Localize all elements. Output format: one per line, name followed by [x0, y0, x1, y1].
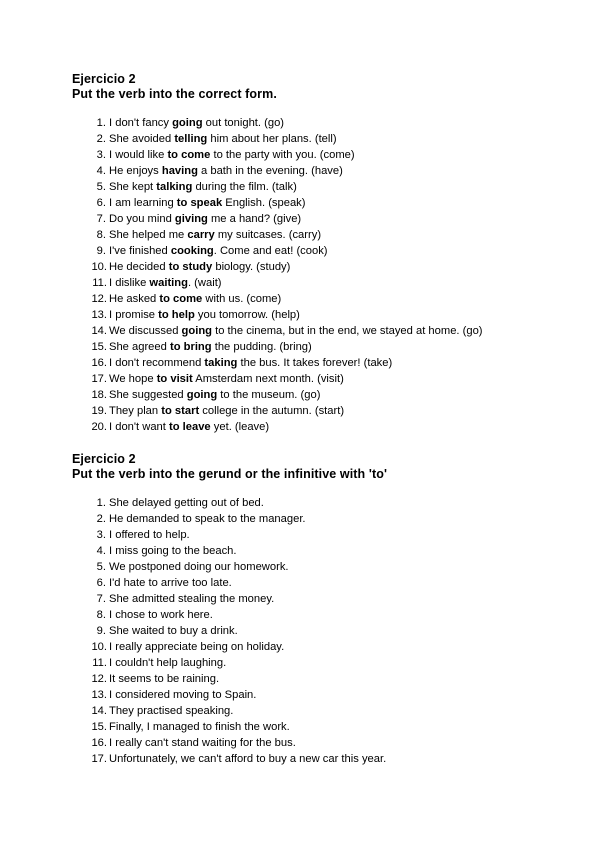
item-number: 4.: [96, 545, 106, 557]
item-text: He demanded to speak to the manager.: [109, 513, 306, 525]
item-answer: cooking: [170, 245, 214, 257]
item-answer: going: [181, 325, 212, 337]
item-text: I miss going to the beach.: [109, 545, 237, 557]
item-text-after: yet. (leave): [210, 421, 270, 433]
item-number: 9.: [96, 245, 106, 257]
item-answer: taking: [204, 357, 238, 369]
item-number: 11.: [92, 277, 107, 289]
list-item: [72, 387, 572, 403]
item-text-before: I don't fancy: [109, 117, 173, 129]
item-text-after: to the cinema, but in the end, we stayed at home. (go): [212, 325, 483, 337]
exercise-instruction: Put the verb into the gerund or the infinitive with 'to': [72, 467, 388, 481]
list-item: [72, 371, 572, 387]
list-item: [72, 291, 572, 307]
item-number: 3.: [96, 149, 106, 161]
item-text: I offered to help.: [109, 529, 190, 541]
item-text: I really can't stand waiting for the bus.: [109, 737, 296, 749]
list-item: [72, 339, 572, 355]
item-answer: waiting: [149, 277, 188, 289]
item-text-after: English. (speak): [222, 197, 306, 209]
item-number: 14.: [91, 705, 107, 717]
item-text-after: Amsterdam next month. (visit): [192, 373, 344, 385]
item-number: 13.: [91, 309, 107, 321]
list-item: [72, 719, 572, 735]
item-number: 18.: [91, 389, 107, 401]
item-text-before: She suggested: [109, 389, 187, 401]
item-text-after: biology. (study): [212, 261, 291, 273]
item-answer: to start: [161, 405, 200, 417]
item-text: She waited to buy a drink.: [109, 625, 238, 637]
list-item: [72, 403, 572, 419]
item-text-before: She avoided: [109, 133, 175, 145]
item-number: 5.: [96, 561, 106, 573]
item-number: 3.: [96, 529, 106, 541]
list-item: [72, 703, 572, 719]
item-number: 10.: [91, 641, 107, 653]
list-item: [72, 163, 572, 179]
list-item: [72, 671, 572, 687]
list-item: [72, 211, 572, 227]
item-number: 1.: [96, 117, 106, 129]
item-number: 17.: [91, 753, 107, 765]
item-answer: going: [172, 117, 203, 129]
list-item: [72, 275, 572, 291]
exercise-instruction: Put the verb into the correct form.: [72, 87, 277, 101]
item-text: They practised speaking.: [109, 705, 234, 717]
item-number: 4.: [96, 165, 106, 177]
item-text-before: I've finished: [109, 245, 171, 257]
item-answer: going: [186, 389, 218, 401]
list-item: [72, 559, 572, 575]
list-item: [72, 227, 572, 243]
item-text-after: . (wait): [187, 277, 222, 289]
item-answer: to bring: [169, 341, 212, 353]
list-item: [72, 527, 572, 543]
item-text-before: He enjoys: [109, 165, 162, 177]
list-item: [72, 751, 572, 767]
item-number: 5.: [96, 181, 106, 193]
item-answer: having: [161, 165, 198, 177]
list-item: [72, 687, 572, 703]
item-text-after: him about her plans. (tell): [207, 133, 337, 145]
item-number: 8.: [96, 609, 106, 621]
item-number: 9.: [96, 625, 106, 637]
item-number: 12.: [91, 673, 107, 685]
item-text: Finally, I managed to finish the work.: [109, 721, 290, 733]
item-text-before: She agreed: [109, 341, 170, 353]
list-item: [72, 419, 572, 435]
item-number: 6.: [96, 197, 106, 209]
list-item: [72, 323, 572, 339]
list-item: [72, 735, 572, 751]
list-item: [72, 607, 572, 623]
item-text-after: with us. (come): [202, 293, 282, 305]
list-item: [72, 147, 572, 163]
item-answer: talking: [156, 181, 193, 193]
item-number: 2.: [96, 513, 106, 525]
item-text-after: you tomorrow. (help): [194, 309, 300, 321]
exercise-list: [72, 115, 572, 435]
list-item: [72, 543, 572, 559]
item-text: I considered moving to Spain.: [109, 689, 257, 701]
item-answer: to leave: [168, 421, 211, 433]
item-answer: giving: [174, 213, 208, 225]
list-item: [72, 115, 572, 131]
item-number: 11.: [92, 657, 107, 669]
item-number: 19.: [91, 405, 107, 417]
item-number: 1.: [96, 497, 106, 509]
item-answer: carry: [187, 229, 215, 241]
item-text-after: college in the autumn. (start): [199, 405, 345, 417]
item-number: 16.: [91, 357, 107, 369]
item-text-before: They plan: [109, 405, 162, 417]
item-text-before: I don't recommend: [109, 357, 205, 369]
item-text-after: during the film. (talk): [192, 181, 297, 193]
item-text-after: the bus. It takes forever! (take): [237, 357, 393, 369]
item-text: I'd hate to arrive too late.: [109, 577, 232, 589]
exercise-section-2: [72, 452, 572, 767]
list-item: [72, 259, 572, 275]
exercise-title: Ejercicio 2: [72, 452, 136, 466]
item-number: 2.: [96, 133, 106, 145]
item-text-before: He asked: [109, 293, 160, 305]
item-number: 7.: [96, 213, 106, 225]
item-answer: to study: [168, 261, 213, 273]
item-text-before: I dislike: [109, 277, 150, 289]
item-text: I couldn't help laughing.: [109, 657, 227, 669]
item-answer: to visit: [156, 373, 193, 385]
exercise-section-1: [72, 72, 572, 435]
item-number: 15.: [91, 341, 107, 353]
list-item: [72, 575, 572, 591]
item-text-before: I would like: [109, 149, 168, 161]
list-item: [72, 623, 572, 639]
item-number: 15.: [91, 721, 107, 733]
item-text-after: out tonight. (go): [202, 117, 285, 129]
list-item: [72, 307, 572, 323]
item-text: I chose to work here.: [109, 609, 213, 621]
item-answer: to speak: [176, 197, 223, 209]
item-text-after: . Come and eat! (cook): [213, 245, 328, 257]
list-item: [72, 511, 572, 527]
list-item: [72, 591, 572, 607]
item-text-after: to the party with you. (come): [210, 149, 355, 161]
item-text-before: He decided: [109, 261, 169, 273]
item-number: 20.: [91, 421, 107, 433]
item-text: It seems to be raining.: [109, 673, 220, 685]
list-item: [72, 131, 572, 147]
list-item: [72, 179, 572, 195]
item-text-before: She helped me: [109, 229, 188, 241]
item-text: She delayed getting out of bed.: [109, 497, 264, 509]
item-number: 17.: [91, 373, 107, 385]
item-text-after: a bath in the evening. (have): [197, 165, 343, 177]
item-number: 12.: [91, 293, 107, 305]
item-text: Unfortunately, we can't afford to buy a new car this year.: [109, 753, 387, 765]
item-number: 14.: [91, 325, 107, 337]
list-item: [72, 243, 572, 259]
item-text-after: the pudding. (bring): [211, 341, 312, 353]
item-text-before: We discussed: [109, 325, 182, 337]
item-answer: to come: [167, 149, 211, 161]
list-item: [72, 495, 572, 511]
item-number: 6.: [96, 577, 106, 589]
item-answer: to help: [158, 309, 195, 321]
item-text-before: I am learning: [109, 197, 177, 209]
item-text-before: I promise: [109, 309, 159, 321]
item-text-after: to the museum. (go): [217, 389, 321, 401]
item-answer: to come: [159, 293, 203, 305]
item-answer: telling: [174, 133, 208, 145]
item-number: 8.: [96, 229, 106, 241]
item-text-before: I don't want: [109, 421, 169, 433]
item-text: She admitted stealing the money.: [109, 593, 275, 605]
list-item: [72, 355, 572, 371]
item-text: We postponed doing our homework.: [109, 561, 289, 573]
list-item: [72, 195, 572, 211]
item-text-before: Do you mind: [109, 213, 175, 225]
item-number: 7.: [96, 593, 106, 605]
item-text-after: me a hand? (give): [207, 213, 302, 225]
item-text: I really appreciate being on holiday.: [109, 641, 285, 653]
exercise-list: [72, 495, 572, 767]
list-item: [72, 655, 572, 671]
item-text-before: We hope: [109, 373, 157, 385]
exercise-title: Ejercicio 2: [72, 72, 136, 86]
item-number: 13.: [91, 689, 107, 701]
list-item: [72, 639, 572, 655]
item-number: 16.: [91, 737, 107, 749]
item-text-after: my suitcases. (carry): [214, 229, 322, 241]
item-number: 10.: [91, 261, 107, 273]
item-text-before: She kept: [109, 181, 157, 193]
